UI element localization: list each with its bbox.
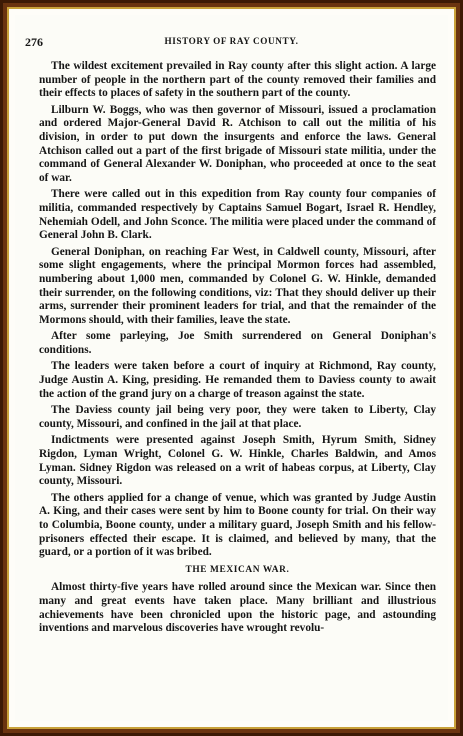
paragraph-indictments: Indictments were presented against Joseph Smith, Hyrum Smith, Sidney Rigdon, Lyman Wright, Colonel G. W. Hinkle, Charles Baldwin, and Amos Lyman. Sidney Rigdon was released on a writ of habeas corpus, at Liberty, Clay county, Missouri.: [39, 434, 436, 488]
paragraph-excitement: The wildest excitement prevailed in Ray county after this slight action. A large number of people in the northern part of the county removed their families and their effects to places of safety in the southern part of the county.: [39, 60, 436, 100]
paragraph-surrender: After some parleying, Joe Smith surrendered on General Doniphan's conditions.: [39, 330, 436, 356]
paragraph-companies: There were called out in this expedition from Ray county four companies of militia, commanded respectively by Captains Samuel Bogart, Israel R. Hendley, Nehemiah Odell, and John Sconce. The militia were placed under the command of General John B. Clark.: [39, 188, 436, 242]
paragraph-mexican-war: Almost thirty-five years have rolled around since the Mexican war. Since then many and great events have taken place. Many brilliant and illustrious achievements have been chronicled upon the historic page, and astounding inventions and marvelous discoveries have wrought revolu-: [39, 581, 436, 635]
paragraph-boggs: Lilburn W. Boggs, who was then governor of Missouri, issued a proclamation and ordered Major-General David R. Atchison to call out the militia of his division, in order to put down the insurgents and enforce the laws. General Atchison called out a part of the first brigade of Missouri state militia, under the command of General Alexander W. Doniphan, who proceeded at once to the seat of war.: [39, 103, 436, 184]
book-page: [15, 15, 448, 721]
page-header: [25, 35, 438, 49]
paragraph-jail: The Daviess county jail being very poor, they were taken to Liberty, Clay county, Missouri, and confined in the jail at that place.: [39, 404, 436, 430]
paragraph-venue: The others applied for a change of venue, which was granted by Judge Austin A. King, and their cases were sent by him to Boone county for trial. On their way to Columbia, Boone county, under a military guard, Joseph Smith and his fellow-prisoners effected their escape. It is claimed, and believed by many, that the guard, or a portion of it was bribed.: [39, 491, 436, 559]
paragraph-doniphan: General Doniphan, on reaching Far West, in Caldwell county, Missouri, after some slight engagements, where the principal Mormon forces had assembled, numbering about 1,000 men, commanded by Colonel G. W. Hinkle, demanded their surrender, on the following conditions, viz: That they should deliver up their arms, surrender their prominent leaders for trial, and that the remainder of the Mormons should, with their families, leave the state.: [39, 245, 436, 326]
gold-border: [7, 7, 456, 729]
paragraph-court: The leaders were taken before a court of inquiry at Richmond, Ray county, Judge Austin A. King, presiding. He remanded them to Daviess county to await the action of the grand jury on a charge of treason against the state.: [39, 360, 436, 400]
section-heading: THE MEXICAN WAR.: [185, 564, 290, 575]
running-head: HISTORY OF RAY COUNTY.: [164, 36, 299, 46]
page-body: [39, 60, 436, 639]
page-number: 276: [25, 35, 43, 49]
